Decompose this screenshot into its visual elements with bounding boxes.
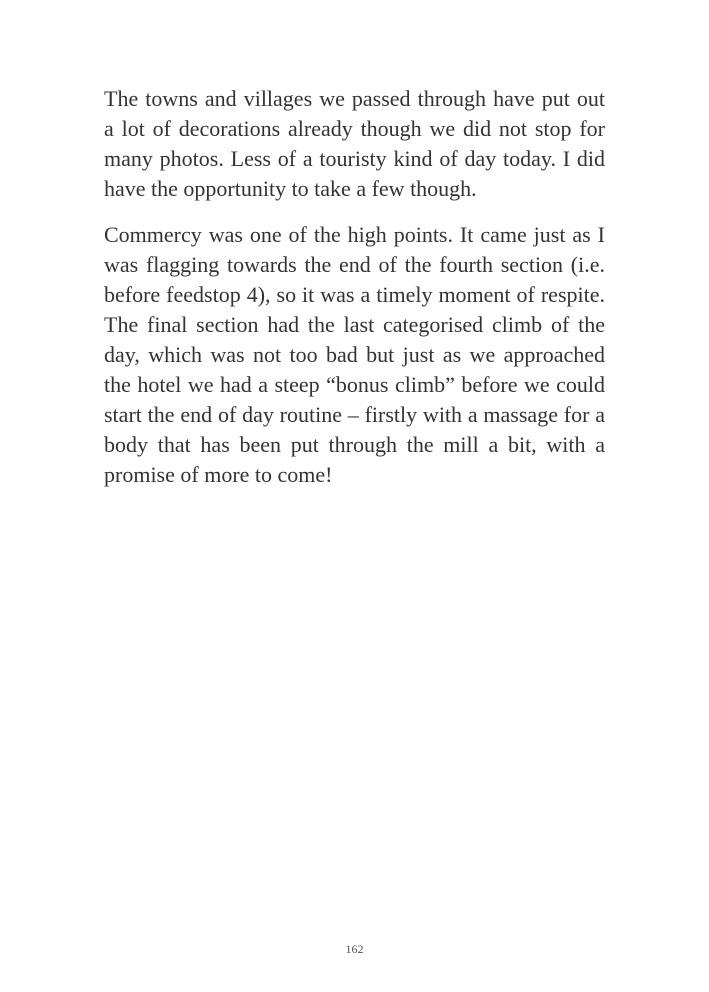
page-number: 162	[345, 942, 364, 956]
body-text	[104, 84, 605, 506]
paragraph-2: Commercy was one of the high points. It came just as I was flagging towards the end of the fourth section (i.e. before feedstop 4), so it was a timely moment of respite. The final section had the last categorised climb of the day, which was not too bad but just as we approached the hotel we had a steep “bonus climb” before we could start the end of day routine – firstly with a massage for a body that has been put through the mill a bit, with a promise of more to come!	[104, 222, 605, 487]
paragraph-1: The towns and villages we passed through have put out a lot of decorations already though we did not stop for many photos. Less of a touristy kind of day today. I did have the opportunity to take a few though.	[104, 86, 605, 201]
